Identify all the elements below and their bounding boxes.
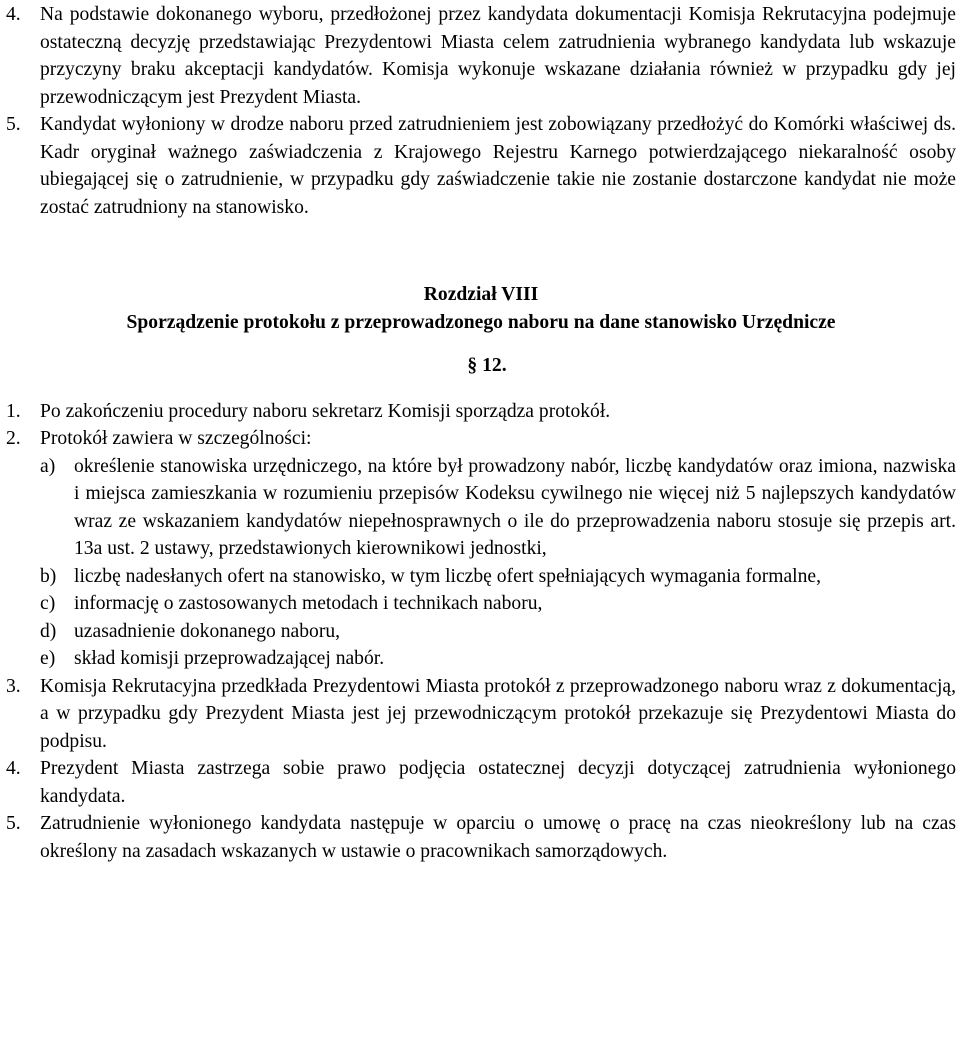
chapter-title: Rozdział VIII — [423, 284, 539, 305]
sub-list-item — [40, 563, 956, 591]
list-item — [6, 810, 956, 865]
item-number: 2. — [6, 428, 21, 449]
paragraph-number: § 12. — [467, 355, 507, 376]
sub-item-text: uzasadnienie dokonanego naboru, — [74, 620, 341, 642]
item-text: Prezydent Miasta zastrzega sobie prawo podjęcia ostatecznej decyzji dotyczącej zatrudnienia wyłonionego kandydata. — [40, 758, 956, 807]
document-page — [6, 0, 956, 865]
item-text: Zatrudnienie wyłonionego kandydata następuje w oparciu o umowę o pracę na czas nieokreślony lub na czas określony na zasadach wskazanych w ustawie o pracownikach samorządowych. — [40, 813, 956, 862]
item-text: Na podstawie dokonanego wyboru, przedłożonej przez kandydata dokumentacji Komisja Rekrutacyjna podejmuje ostateczną decyzję przedstawiając Prezydentowi Miasta celem zatrudnienia wybranego kandydata lub wskazuje przyczyny braku akceptacji kandydatów. Komisja wykonuje wskazane działania również w przypadku gdy jej przewodniczącym jest Prezydent Miasta. — [40, 4, 956, 108]
sub-item-letter: c) — [40, 593, 56, 614]
sub-item-text: liczbę nadesłanych ofert na stanowisko, w tym liczbę ofert spełniających wymagania formalne, — [74, 565, 822, 587]
item-number: 3. — [6, 675, 21, 697]
sub-list-item — [40, 590, 956, 618]
sub-list-item — [40, 453, 956, 563]
sub-item-letter: a) — [40, 455, 56, 477]
sub-item-text: informację o zastosowanych metodach i technikach naboru, — [74, 593, 543, 614]
chapter-subtitle: Sporządzenie protokołu z przeprowadzonego naboru na dane stanowisko Urzędnicze — [126, 311, 836, 333]
sub-list-item — [40, 618, 956, 646]
sub-item-letter: e) — [40, 648, 56, 669]
sub-list-item — [40, 645, 956, 673]
item-text: Kandydat wyłoniony w drodze naboru przed zatrudnieniem jest zobowiązany przedłożyć do Komórki właściwej ds. Kadr oryginał ważnego zaświadczenia z Krajowego Rejestru Karnego potwierdzającego niekaralność osoby ubiegającej się o zatrudnienie, w przypadku gdy zaświadczenie takie nie zostanie dostarczone kandydat nie może zostać zatrudniony na stanowisko. — [40, 114, 956, 218]
sub-item-letter: b) — [40, 565, 57, 587]
item-text: Komisja Rekrutacyjna przedkłada Prezydentowi Miasta protokół z przeprowadzonego naboru wraz z dokumentacją, a w przypadku gdy Prezydent Miasta jest jej przewodniczącym protokół przekazuje się Prezydentowi Miasta do podpisu. — [40, 675, 956, 752]
list-item — [6, 111, 956, 221]
item-number: 1. — [6, 400, 21, 422]
list-item — [6, 398, 956, 426]
list-item — [6, 755, 956, 810]
sub-item-text: określenie stanowiska urzędniczego, na które był prowadzony nabór, liczbę kandydatów oraz imiona, nazwiska i miejsca zamieszkania w rozumieniu przepisów Kodeksu cywilnego nie więcej niż 5 najlepszych kandydatów wraz ze wskazaniem kandydatów niepełnosprawnych o ile do przeprowadzenia naboru stosuje się przepis art. 13a ust. 2 ustawy, przedstawionych kierownikowi jednostki, — [74, 455, 956, 559]
list-item — [6, 425, 956, 453]
item-text: Protokół zawiera w szczególności: — [40, 428, 312, 449]
sub-item-text: skład komisji przeprowadzającej nabór. — [74, 648, 385, 669]
list-item — [6, 1, 956, 111]
item-number: 4. — [6, 758, 21, 779]
list-item — [6, 673, 956, 756]
item-text: Po zakończeniu procedury naboru sekretarz Komisji sporządza protokół. — [40, 400, 611, 422]
item-number: 5. — [6, 813, 21, 834]
item-number: 5. — [6, 114, 21, 135]
sub-item-letter: d) — [40, 620, 57, 642]
item-number: 4. — [6, 4, 21, 25]
